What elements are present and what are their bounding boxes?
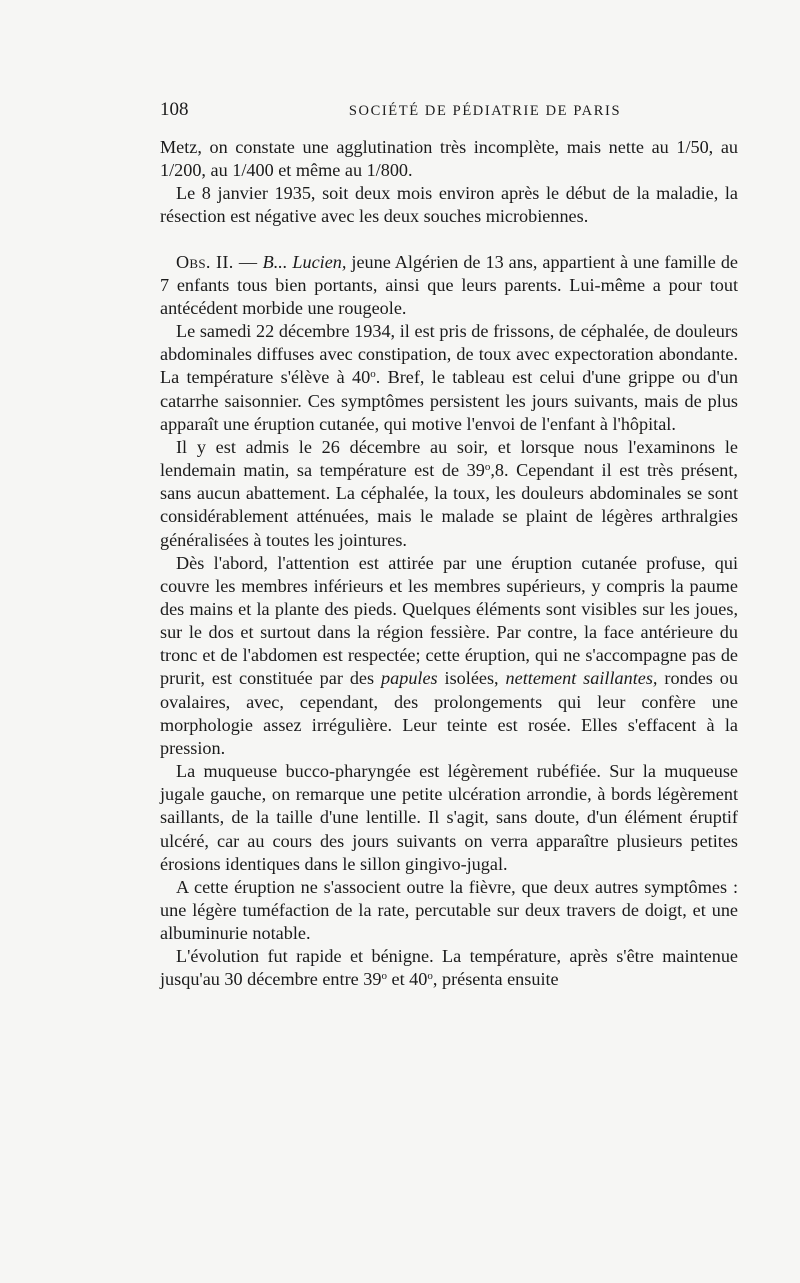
degree-mark: o xyxy=(484,461,491,474)
observation-label: Obs. II. — xyxy=(176,251,263,272)
paragraph-4-text-b: . Bref, le tableau est celui d'une grippe ou d'un catarrhe saisonnier. Ces symptômes persistent les jours suivants, mais de plus apparaît une éruption cutanée, qui motive l'envoi de l'enfant à l'hôpital. xyxy=(160,367,738,434)
paragraph-5-text-a: Il y est admis le 26 décembre au soir, et lorsque nous l'examinons le lendemain matin, sa température est de 39 xyxy=(160,436,738,481)
paragraph-7: La muqueuse bucco-pharyngée est légèrement rubéfiée. Sur la muqueuse jugale gauche, on remarque une petite ulcération arrondie, à bords légèrement saillants, de la taille d'une lentille. Il s'agit, sans doute, d'un élément éruptif ulcéré, car au cours des jours suivants on verra apparaître plusieurs petites érosions identiques dans le sillon gingivo-jugal. xyxy=(160,761,738,874)
paragraph-8: A cette éruption ne s'associent outre la fièvre, que deux autres symptômes : une légère tuméfaction de la rate, percutable sur deux travers de doigt, et une albuminurie notable. xyxy=(160,876,738,944)
degree-mark: o xyxy=(381,970,387,983)
degree-mark: o xyxy=(427,970,433,983)
paragraph-6-text-a: Dès l'abord, l'attention est attirée par une éruption cutanée profuse, qui couvre les membres inférieurs et les membres supérieurs, y compris la paume des mains et la plante des pieds. Quelques éléments sont visibles sur les joues, sur le dos et surtout dans la région fessière. Par contre, la face antérieure du tronc et de l'abdomen est respectée; cette éruption, qui ne s'accompagne pas de prurit, est constituée par des xyxy=(160,552,738,689)
paragraph-5-text-b: ,8. Cependant il est très présent, sans aucun abattement. La céphalée, la toux, les douleurs abdominales se sont considérablement atténuées, mais le malade se plaint de légères arthralgies généralisées à toutes les jointures. xyxy=(160,460,738,550)
paragraph-9-text-b: et 40 xyxy=(386,969,428,990)
italic-term-saillantes: nettement saillantes, xyxy=(505,668,658,689)
journal-title: SOCIÉTÉ DE PÉDIATRIE DE PARIS xyxy=(348,103,622,119)
paragraph-2: Le 8 janvier 1935, soit deux mois environ après le début de la maladie, la résection est négative avec les deux souches microbiennes. xyxy=(160,183,738,227)
paragraph-4 xyxy=(160,320,738,436)
paragraph-6-text-b: isolées, xyxy=(437,668,506,689)
patient-name: B... Lucien, xyxy=(262,251,347,272)
running-head xyxy=(160,98,740,124)
body-text xyxy=(160,136,738,992)
paragraph-5 xyxy=(160,436,738,552)
observation-text: jeune Algérien de 13 ans, appartient à une famille de 7 enfants tous bien portants, ainsi que leurs parents. Lui-même a pour tout antécédent morbide une rougeole. xyxy=(160,251,738,318)
paragraph-9 xyxy=(160,945,738,991)
paragraph-4-text-a: Le samedi 22 décembre 1934, il est pris de frissons, de céphalée, de douleurs abdominales diffuses avec constipation, de toux avec expectoration abondante. La température s'élève à 40 xyxy=(160,321,738,388)
paragraph-6-text-c: rondes ou ovalaires, avec, cependant, des prolongements qui leur confère une morphologie assez irrégulière. Leur teinte est rosée. Elles s'effacent à la pression. xyxy=(160,668,738,758)
degree-mark: o xyxy=(370,368,376,381)
page-number: 108 xyxy=(160,99,189,120)
paragraph-9-text-a: L'évolution fut rapide et bénigne. La température, après s'être maintenue jusqu'au 30 décembre entre 39 xyxy=(160,946,738,990)
observation-paragraph xyxy=(160,251,738,320)
paragraph-1: Metz, on constate une agglutination très incomplète, mais nette au 1/50, au 1/200, au 1/400 et même au 1/800. xyxy=(160,137,738,181)
paragraph-9-text-c: , présenta ensuite xyxy=(432,969,559,990)
paragraph-6 xyxy=(160,552,738,760)
italic-term-papules: papules xyxy=(381,668,438,689)
